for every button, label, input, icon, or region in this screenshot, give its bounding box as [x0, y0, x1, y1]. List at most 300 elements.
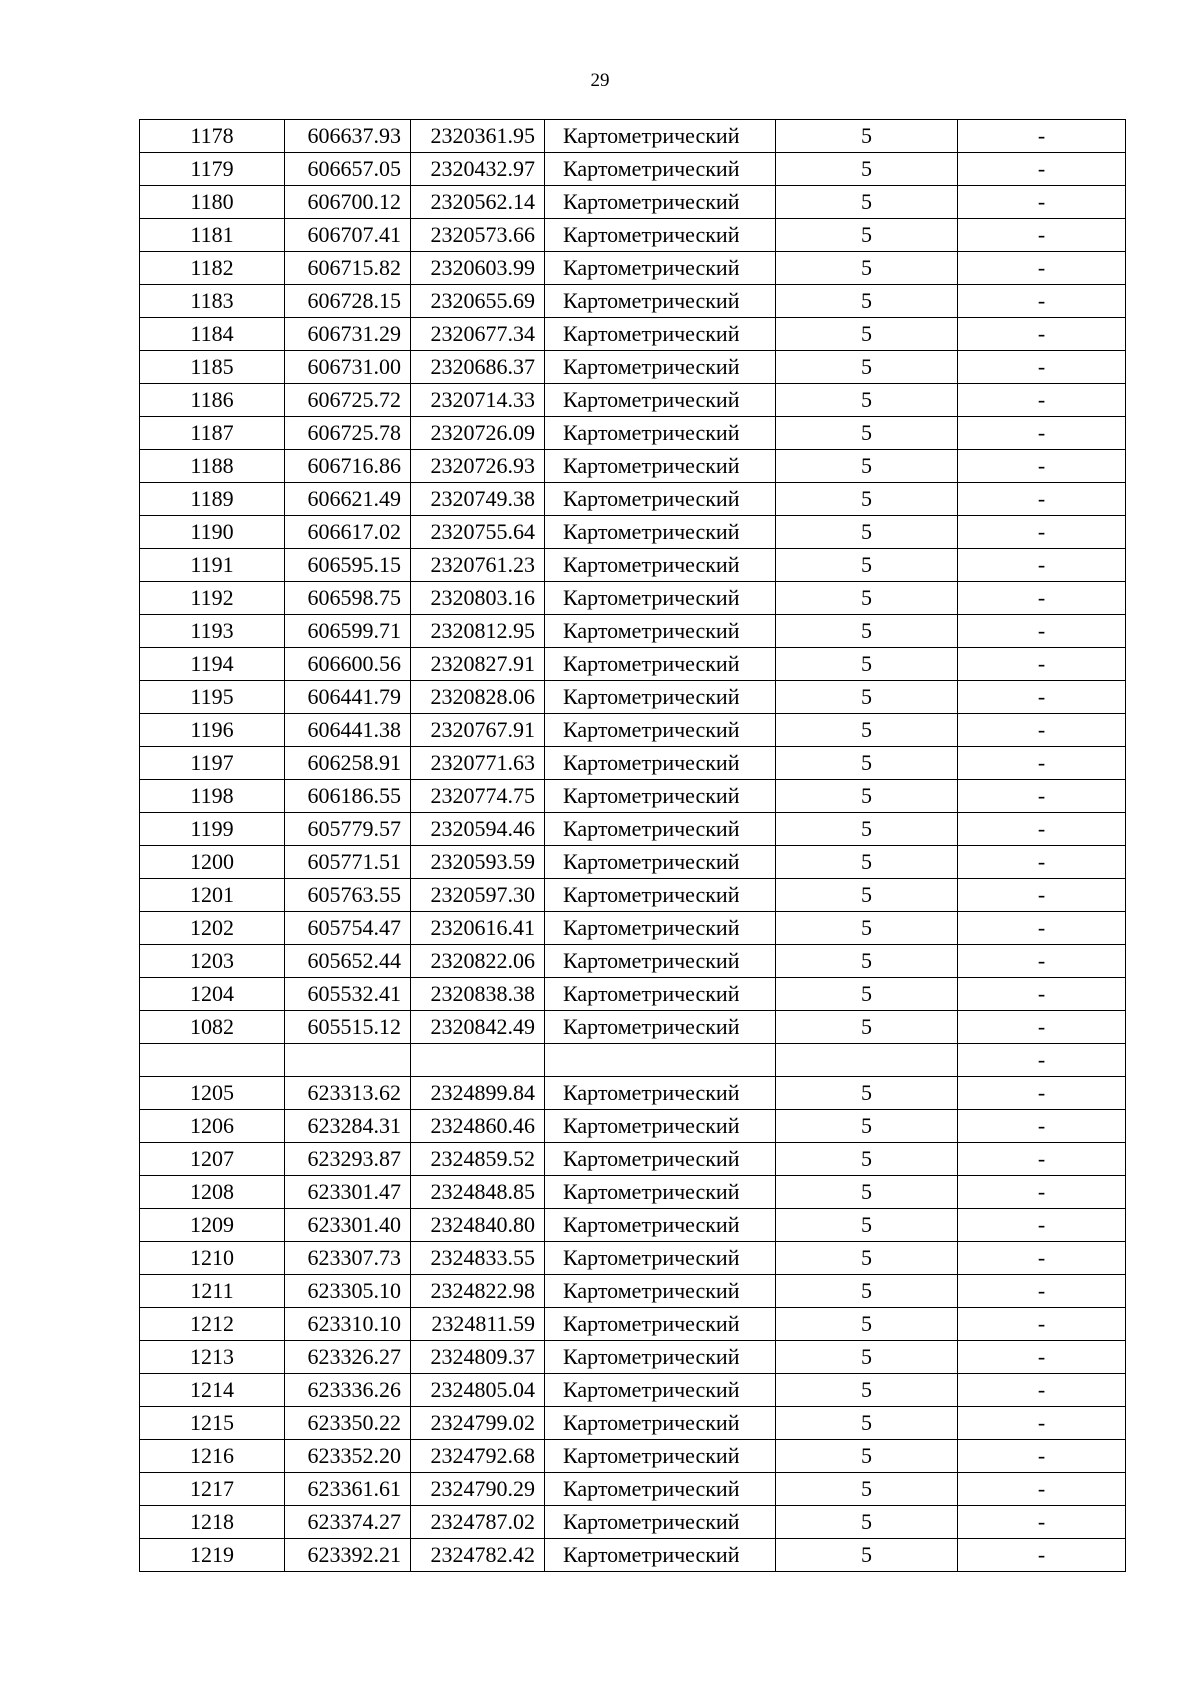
note-cell: - — [958, 1176, 1126, 1209]
accuracy-cell: 5 — [776, 1407, 958, 1440]
accuracy-cell: 5 — [776, 384, 958, 417]
x-coordinate-cell: 623284.31 — [285, 1110, 411, 1143]
x-coordinate-cell: 606725.78 — [285, 417, 411, 450]
point-number-cell: 1191 — [140, 549, 285, 582]
note-cell: - — [958, 648, 1126, 681]
method-cell: Картометрический — [545, 813, 776, 846]
method-cell: Картометрический — [545, 1242, 776, 1275]
x-coordinate-cell: 623307.73 — [285, 1242, 411, 1275]
table-row — [140, 1044, 1126, 1077]
point-number-cell: 1178 — [140, 120, 285, 153]
table-row — [140, 945, 1126, 978]
x-coordinate-cell: 606600.56 — [285, 648, 411, 681]
y-coordinate-cell: 2320827.91 — [411, 648, 545, 681]
note-cell: - — [958, 450, 1126, 483]
y-coordinate-cell: 2324790.29 — [411, 1473, 545, 1506]
y-coordinate-cell: 2320812.95 — [411, 615, 545, 648]
accuracy-cell: 5 — [776, 120, 958, 153]
accuracy-cell: 5 — [776, 1506, 958, 1539]
y-coordinate-cell: 2320749.38 — [411, 483, 545, 516]
accuracy-cell: 5 — [776, 186, 958, 219]
accuracy-cell: 5 — [776, 1011, 958, 1044]
method-cell: Картометрический — [545, 1275, 776, 1308]
y-coordinate-cell: 2324787.02 — [411, 1506, 545, 1539]
point-number-cell: 1201 — [140, 879, 285, 912]
point-number-cell: 1189 — [140, 483, 285, 516]
table-row — [140, 285, 1126, 318]
point-number-cell: 1184 — [140, 318, 285, 351]
table-row — [140, 252, 1126, 285]
x-coordinate-cell: 606728.15 — [285, 285, 411, 318]
accuracy-cell: 5 — [776, 483, 958, 516]
y-coordinate-cell: 2320616.41 — [411, 912, 545, 945]
method-cell: Картометрический — [545, 1143, 776, 1176]
table-row — [140, 747, 1126, 780]
accuracy-cell: 5 — [776, 318, 958, 351]
y-coordinate-cell: 2320361.95 — [411, 120, 545, 153]
y-coordinate-cell: 2320767.91 — [411, 714, 545, 747]
point-number-cell: 1180 — [140, 186, 285, 219]
accuracy-cell: 5 — [776, 1341, 958, 1374]
table-row — [140, 417, 1126, 450]
method-cell: Картометрический — [545, 549, 776, 582]
point-number-cell: 1216 — [140, 1440, 285, 1473]
y-coordinate-cell: 2320593.59 — [411, 846, 545, 879]
point-number-cell: 1219 — [140, 1539, 285, 1572]
table-row — [140, 1539, 1126, 1572]
y-coordinate-cell: 2324899.84 — [411, 1077, 545, 1110]
accuracy-cell: 5 — [776, 351, 958, 384]
y-coordinate-cell: 2320714.33 — [411, 384, 545, 417]
point-number-cell: 1215 — [140, 1407, 285, 1440]
accuracy-cell: 5 — [776, 615, 958, 648]
note-cell: - — [958, 1110, 1126, 1143]
x-coordinate-cell: 623305.10 — [285, 1275, 411, 1308]
point-number-cell: 1212 — [140, 1308, 285, 1341]
point-number-cell: 1181 — [140, 219, 285, 252]
note-cell: - — [958, 747, 1126, 780]
method-cell: Картометрический — [545, 648, 776, 681]
method-cell: Картометрический — [545, 714, 776, 747]
note-cell: - — [958, 318, 1126, 351]
table-row — [140, 648, 1126, 681]
x-coordinate-cell: 606725.72 — [285, 384, 411, 417]
accuracy-cell — [776, 1044, 958, 1077]
x-coordinate-cell: 605652.44 — [285, 945, 411, 978]
accuracy-cell: 5 — [776, 945, 958, 978]
method-cell: Картометрический — [545, 450, 776, 483]
point-number-cell: 1196 — [140, 714, 285, 747]
x-coordinate-cell: 623301.47 — [285, 1176, 411, 1209]
accuracy-cell: 5 — [776, 978, 958, 1011]
note-cell: - — [958, 1308, 1126, 1341]
x-coordinate-cell: 606441.38 — [285, 714, 411, 747]
table-row — [140, 153, 1126, 186]
x-coordinate-cell — [285, 1044, 411, 1077]
y-coordinate-cell: 2320603.99 — [411, 252, 545, 285]
table-row — [140, 978, 1126, 1011]
method-cell: Картометрический — [545, 945, 776, 978]
table-row — [140, 681, 1126, 714]
note-cell: - — [958, 1473, 1126, 1506]
method-cell: Картометрический — [545, 1176, 776, 1209]
x-coordinate-cell: 623374.27 — [285, 1506, 411, 1539]
note-cell: - — [958, 1374, 1126, 1407]
point-number-cell: 1192 — [140, 582, 285, 615]
method-cell: Картометрический — [545, 879, 776, 912]
method-cell: Картометрический — [545, 417, 776, 450]
x-coordinate-cell: 605771.51 — [285, 846, 411, 879]
note-cell: - — [958, 912, 1126, 945]
point-number-cell: 1082 — [140, 1011, 285, 1044]
point-number-cell: 1187 — [140, 417, 285, 450]
note-cell: - — [958, 879, 1126, 912]
table-row — [140, 1473, 1126, 1506]
accuracy-cell: 5 — [776, 846, 958, 879]
x-coordinate-cell: 606657.05 — [285, 153, 411, 186]
x-coordinate-cell: 605532.41 — [285, 978, 411, 1011]
method-cell: Картометрический — [545, 1341, 776, 1374]
accuracy-cell: 5 — [776, 747, 958, 780]
x-coordinate-cell: 623313.62 — [285, 1077, 411, 1110]
accuracy-cell: 5 — [776, 549, 958, 582]
method-cell: Картометрический — [545, 483, 776, 516]
note-cell: - — [958, 813, 1126, 846]
note-cell: - — [958, 1077, 1126, 1110]
x-coordinate-cell: 623293.87 — [285, 1143, 411, 1176]
note-cell: - — [958, 1011, 1126, 1044]
point-number-cell: 1182 — [140, 252, 285, 285]
table-row — [140, 351, 1126, 384]
note-cell: - — [958, 1143, 1126, 1176]
table-row — [140, 1407, 1126, 1440]
x-coordinate-cell: 606637.93 — [285, 120, 411, 153]
accuracy-cell: 5 — [776, 252, 958, 285]
x-coordinate-cell: 623301.40 — [285, 1209, 411, 1242]
x-coordinate-cell: 623361.61 — [285, 1473, 411, 1506]
point-number-cell: 1185 — [140, 351, 285, 384]
note-cell: - — [958, 549, 1126, 582]
accuracy-cell: 5 — [776, 1176, 958, 1209]
method-cell: Картометрический — [545, 1374, 776, 1407]
table-row — [140, 1077, 1126, 1110]
y-coordinate-cell: 2324782.42 — [411, 1539, 545, 1572]
note-cell: - — [958, 417, 1126, 450]
table-row — [140, 714, 1126, 747]
method-cell: Картометрический — [545, 186, 776, 219]
method-cell: Картометрический — [545, 1209, 776, 1242]
y-coordinate-cell: 2320774.75 — [411, 780, 545, 813]
note-cell: - — [958, 1275, 1126, 1308]
point-number-cell: 1200 — [140, 846, 285, 879]
y-coordinate-cell: 2324848.85 — [411, 1176, 545, 1209]
coordinates-table-body — [140, 120, 1126, 1572]
method-cell: Картометрический — [545, 318, 776, 351]
method-cell: Картометрический — [545, 780, 776, 813]
method-cell: Картометрический — [545, 1440, 776, 1473]
x-coordinate-cell: 606731.29 — [285, 318, 411, 351]
accuracy-cell: 5 — [776, 1110, 958, 1143]
x-coordinate-cell: 605779.57 — [285, 813, 411, 846]
method-cell: Картометрический — [545, 219, 776, 252]
y-coordinate-cell: 2324809.37 — [411, 1341, 545, 1374]
note-cell: - — [958, 1341, 1126, 1374]
x-coordinate-cell: 606700.12 — [285, 186, 411, 219]
table-row — [140, 384, 1126, 417]
note-cell: - — [958, 483, 1126, 516]
point-number-cell: 1202 — [140, 912, 285, 945]
point-number-cell — [140, 1044, 285, 1077]
accuracy-cell: 5 — [776, 1275, 958, 1308]
point-number-cell: 1195 — [140, 681, 285, 714]
x-coordinate-cell: 606441.79 — [285, 681, 411, 714]
y-coordinate-cell: 2324805.04 — [411, 1374, 545, 1407]
table-row — [140, 1011, 1126, 1044]
table-row — [140, 1374, 1126, 1407]
point-number-cell: 1188 — [140, 450, 285, 483]
note-cell: - — [958, 384, 1126, 417]
table-row — [140, 582, 1126, 615]
table-row — [140, 120, 1126, 153]
x-coordinate-cell: 606595.15 — [285, 549, 411, 582]
table-row — [140, 912, 1126, 945]
table-row — [140, 483, 1126, 516]
y-coordinate-cell: 2320655.69 — [411, 285, 545, 318]
y-coordinate-cell: 2320726.09 — [411, 417, 545, 450]
table-row — [140, 1341, 1126, 1374]
note-cell: - — [958, 714, 1126, 747]
point-number-cell: 1214 — [140, 1374, 285, 1407]
method-cell: Картометрический — [545, 747, 776, 780]
accuracy-cell: 5 — [776, 285, 958, 318]
table-row — [140, 1440, 1126, 1473]
point-number-cell: 1193 — [140, 615, 285, 648]
accuracy-cell: 5 — [776, 417, 958, 450]
method-cell: Картометрический — [545, 681, 776, 714]
y-coordinate-cell: 2320828.06 — [411, 681, 545, 714]
table-row — [140, 1110, 1126, 1143]
note-cell: - — [958, 681, 1126, 714]
method-cell: Картометрический — [545, 1308, 776, 1341]
table-row — [140, 219, 1126, 252]
table-row — [140, 450, 1126, 483]
table-row — [140, 1242, 1126, 1275]
note-cell: - — [958, 945, 1126, 978]
accuracy-cell: 5 — [776, 1077, 958, 1110]
method-cell: Картометрический — [545, 516, 776, 549]
table-row — [140, 1275, 1126, 1308]
y-coordinate-cell: 2320597.30 — [411, 879, 545, 912]
accuracy-cell: 5 — [776, 1308, 958, 1341]
accuracy-cell: 5 — [776, 1473, 958, 1506]
table-row — [140, 846, 1126, 879]
y-coordinate-cell: 2320755.64 — [411, 516, 545, 549]
method-cell: Картометрический — [545, 1539, 776, 1572]
note-cell: - — [958, 582, 1126, 615]
method-cell: Картометрический — [545, 1011, 776, 1044]
accuracy-cell: 5 — [776, 912, 958, 945]
x-coordinate-cell: 623310.10 — [285, 1308, 411, 1341]
note-cell: - — [958, 1506, 1126, 1539]
table-row — [140, 615, 1126, 648]
method-cell: Картометрический — [545, 582, 776, 615]
method-cell: Картометрический — [545, 615, 776, 648]
method-cell: Картометрический — [545, 1407, 776, 1440]
x-coordinate-cell: 606715.82 — [285, 252, 411, 285]
point-number-cell: 1198 — [140, 780, 285, 813]
y-coordinate-cell: 2324822.98 — [411, 1275, 545, 1308]
note-cell: - — [958, 351, 1126, 384]
point-number-cell: 1209 — [140, 1209, 285, 1242]
y-coordinate-cell: 2320726.93 — [411, 450, 545, 483]
accuracy-cell: 5 — [776, 219, 958, 252]
x-coordinate-cell: 623392.21 — [285, 1539, 411, 1572]
table-row — [140, 879, 1126, 912]
accuracy-cell: 5 — [776, 780, 958, 813]
y-coordinate-cell: 2324799.02 — [411, 1407, 545, 1440]
method-cell: Картометрический — [545, 846, 776, 879]
y-coordinate-cell: 2320842.49 — [411, 1011, 545, 1044]
x-coordinate-cell: 606621.49 — [285, 483, 411, 516]
note-cell: - — [958, 846, 1126, 879]
accuracy-cell: 5 — [776, 1440, 958, 1473]
y-coordinate-cell — [411, 1044, 545, 1077]
point-number-cell: 1194 — [140, 648, 285, 681]
table-row — [140, 186, 1126, 219]
note-cell: - — [958, 1044, 1126, 1077]
accuracy-cell: 5 — [776, 516, 958, 549]
accuracy-cell: 5 — [776, 1209, 958, 1242]
method-cell: Картометрический — [545, 1506, 776, 1539]
accuracy-cell: 5 — [776, 450, 958, 483]
table-row — [140, 1143, 1126, 1176]
method-cell: Картометрический — [545, 384, 776, 417]
method-cell: Картометрический — [545, 153, 776, 186]
y-coordinate-cell: 2324840.80 — [411, 1209, 545, 1242]
y-coordinate-cell: 2320594.46 — [411, 813, 545, 846]
note-cell: - — [958, 780, 1126, 813]
accuracy-cell: 5 — [776, 153, 958, 186]
y-coordinate-cell: 2320771.63 — [411, 747, 545, 780]
coordinates-table — [139, 119, 1126, 1572]
table-row — [140, 318, 1126, 351]
note-cell: - — [958, 1539, 1126, 1572]
accuracy-cell: 5 — [776, 1374, 958, 1407]
table-row — [140, 1308, 1126, 1341]
accuracy-cell: 5 — [776, 714, 958, 747]
x-coordinate-cell: 623326.27 — [285, 1341, 411, 1374]
point-number-cell: 1179 — [140, 153, 285, 186]
x-coordinate-cell: 606716.86 — [285, 450, 411, 483]
x-coordinate-cell: 605515.12 — [285, 1011, 411, 1044]
point-number-cell: 1205 — [140, 1077, 285, 1110]
accuracy-cell: 5 — [776, 1143, 958, 1176]
y-coordinate-cell: 2320838.38 — [411, 978, 545, 1011]
method-cell: Картометрический — [545, 1077, 776, 1110]
accuracy-cell: 5 — [776, 879, 958, 912]
page-number: 29 — [590, 70, 610, 91]
note-cell: - — [958, 120, 1126, 153]
note-cell: - — [958, 219, 1126, 252]
table-row — [140, 1209, 1126, 1242]
y-coordinate-cell: 2324833.55 — [411, 1242, 545, 1275]
y-coordinate-cell: 2320432.97 — [411, 153, 545, 186]
method-cell: Картометрический — [545, 978, 776, 1011]
point-number-cell: 1190 — [140, 516, 285, 549]
accuracy-cell: 5 — [776, 681, 958, 714]
y-coordinate-cell: 2324811.59 — [411, 1308, 545, 1341]
x-coordinate-cell: 623352.20 — [285, 1440, 411, 1473]
table-row — [140, 549, 1126, 582]
y-coordinate-cell: 2320562.14 — [411, 186, 545, 219]
y-coordinate-cell: 2320822.06 — [411, 945, 545, 978]
x-coordinate-cell: 623336.26 — [285, 1374, 411, 1407]
x-coordinate-cell: 606731.00 — [285, 351, 411, 384]
y-coordinate-cell: 2320686.37 — [411, 351, 545, 384]
point-number-cell: 1211 — [140, 1275, 285, 1308]
x-coordinate-cell: 605754.47 — [285, 912, 411, 945]
y-coordinate-cell: 2320573.66 — [411, 219, 545, 252]
x-coordinate-cell: 623350.22 — [285, 1407, 411, 1440]
point-number-cell: 1208 — [140, 1176, 285, 1209]
accuracy-cell: 5 — [776, 1539, 958, 1572]
method-cell: Картометрический — [545, 912, 776, 945]
note-cell: - — [958, 1209, 1126, 1242]
note-cell: - — [958, 153, 1126, 186]
method-cell: Картометрический — [545, 120, 776, 153]
point-number-cell: 1207 — [140, 1143, 285, 1176]
note-cell: - — [958, 516, 1126, 549]
x-coordinate-cell: 605763.55 — [285, 879, 411, 912]
x-coordinate-cell: 606617.02 — [285, 516, 411, 549]
method-cell: Картометрический — [545, 285, 776, 318]
note-cell: - — [958, 1440, 1126, 1473]
x-coordinate-cell: 606707.41 — [285, 219, 411, 252]
point-number-cell: 1218 — [140, 1506, 285, 1539]
point-number-cell: 1210 — [140, 1242, 285, 1275]
point-number-cell: 1204 — [140, 978, 285, 1011]
note-cell: - — [958, 252, 1126, 285]
accuracy-cell: 5 — [776, 648, 958, 681]
point-number-cell: 1183 — [140, 285, 285, 318]
point-number-cell: 1199 — [140, 813, 285, 846]
x-coordinate-cell: 606186.55 — [285, 780, 411, 813]
note-cell: - — [958, 186, 1126, 219]
point-number-cell: 1206 — [140, 1110, 285, 1143]
y-coordinate-cell: 2320761.23 — [411, 549, 545, 582]
point-number-cell: 1186 — [140, 384, 285, 417]
x-coordinate-cell: 606598.75 — [285, 582, 411, 615]
y-coordinate-cell: 2324860.46 — [411, 1110, 545, 1143]
accuracy-cell: 5 — [776, 1242, 958, 1275]
method-cell: Картометрический — [545, 1110, 776, 1143]
point-number-cell: 1203 — [140, 945, 285, 978]
method-cell: Картометрический — [545, 1473, 776, 1506]
table-row — [140, 516, 1126, 549]
accuracy-cell: 5 — [776, 582, 958, 615]
note-cell: - — [958, 285, 1126, 318]
y-coordinate-cell: 2320803.16 — [411, 582, 545, 615]
note-cell: - — [958, 615, 1126, 648]
y-coordinate-cell: 2324792.68 — [411, 1440, 545, 1473]
x-coordinate-cell: 606599.71 — [285, 615, 411, 648]
note-cell: - — [958, 1242, 1126, 1275]
point-number-cell: 1197 — [140, 747, 285, 780]
point-number-cell: 1213 — [140, 1341, 285, 1374]
table-row — [140, 1176, 1126, 1209]
accuracy-cell: 5 — [776, 813, 958, 846]
method-cell: Картометрический — [545, 252, 776, 285]
